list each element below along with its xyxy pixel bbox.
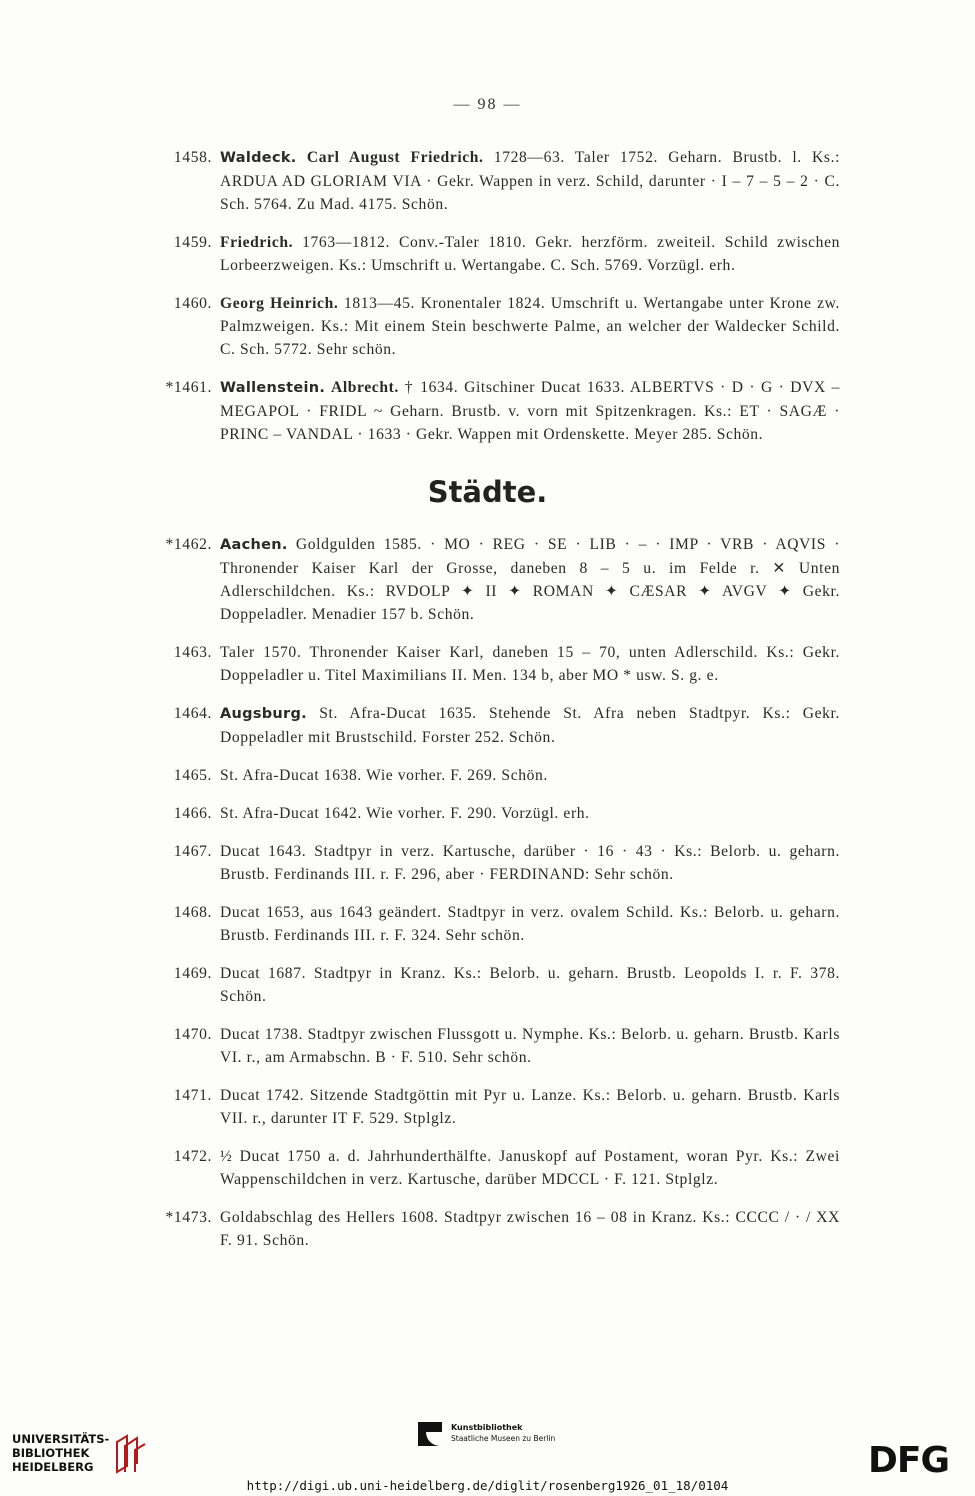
- catalog-entry: [150, 376, 840, 446]
- catalog-entry: [150, 533, 840, 626]
- entry-description: ½ Ducat 1750 a. d. Jahrhunderthälfte. Januskopf auf Postament, woran Pyr. Ks.: Zwei Wappenschildchen in verz. Kartusche, darüber MDCCL · F. 121. Stplglz.: [220, 1148, 840, 1188]
- kunstbibliothek-text: [451, 1422, 555, 1446]
- entry-subname: Friedrich.: [220, 234, 294, 251]
- entry-number: 1468.: [173, 904, 212, 921]
- entry-number: 1467.: [173, 843, 212, 860]
- catalog-entry: [150, 231, 840, 277]
- entry-description: 1763—1812. Conv.-Taler 1810. Gekr. herzförm. zweiteil. Schild zwischen Lorbeerzweigen. Ks.: Umschrift u. Wertangabe. C. Sch. 5769. Vorzügl. erh.: [220, 234, 841, 274]
- entry-description: 1728—63. Taler 1752. Geharn. Brustb. l. Ks.: ARDUA AD GLORIAM VIA · Gekr. Wappen in verz. Schild, darunter · I – 7 – 5 – 2 · C. Sch. 5764. Zu Mad. 4175. Schön.: [220, 149, 841, 213]
- entry-text: [220, 1023, 840, 1069]
- catalog-entry: [150, 802, 840, 825]
- catalog-entry: [150, 1206, 840, 1252]
- entry-number: 1469.: [173, 965, 212, 982]
- catalog-entry: [150, 641, 840, 687]
- entries-top: [150, 146, 840, 461]
- catalog-entry: [150, 1145, 840, 1191]
- entry-text: [220, 641, 840, 687]
- entry-text: [220, 1084, 840, 1130]
- kb-line-2: Staatliche Museen zu Berlin: [451, 1434, 556, 1443]
- catalog-entry: [150, 901, 840, 947]
- entry-text: [220, 840, 840, 886]
- entry-number: 1458.: [173, 149, 212, 166]
- catalog-entry: [150, 962, 840, 1008]
- entry-text: [220, 962, 840, 1008]
- section-heading: Städte.: [427, 475, 548, 509]
- entry-description: St. Afra-Ducat 1638. Wie vorher. F. 269. Schön.: [220, 767, 548, 784]
- entry-text: [220, 702, 840, 749]
- entry-number: *1462.: [165, 536, 212, 553]
- university-library-logo: [12, 1432, 147, 1474]
- university-library-text: [12, 1432, 109, 1474]
- dfg-logo: DFG: [868, 1440, 950, 1481]
- entry-description: 1813—45. Kronentaler 1824. Umschrift u. Wertangabe unter Krone zw. Palmzweigen. Ks.: Mit einem Stein beschwerte Palme, an welcher der Waldecker Schild. C. Sch. 5772. Sehr schön.: [220, 295, 841, 358]
- entry-number: 1465.: [173, 767, 212, 784]
- kunstbibliothek-icon: [418, 1422, 442, 1446]
- entry-subname: Carl August Friedrich.: [306, 149, 484, 166]
- catalog-entry: [150, 1023, 840, 1069]
- entry-number: 1460.: [173, 295, 212, 312]
- footer: [0, 1412, 975, 1496]
- catalog-entry: [150, 764, 840, 787]
- uni-line-1: UNIVERSITÄTS-: [12, 1432, 110, 1446]
- entry-description: St. Afra-Ducat 1642. Wie vorher. F. 290. Vorzügl. erh.: [220, 805, 590, 822]
- uni-line-2: BIBLIOTHEK: [12, 1446, 90, 1460]
- uni-logo-icon: [115, 1432, 147, 1474]
- entry-subname: Georg Heinrich.: [220, 295, 339, 312]
- entry-text: [220, 901, 840, 947]
- kb-line-1: Kunstbibliothek: [451, 1423, 523, 1432]
- uni-line-3: HEIDELBERG: [12, 1460, 94, 1474]
- entry-subname: Albrecht.: [330, 379, 399, 396]
- entry-text: [220, 231, 840, 277]
- entry-description: Goldabschlag des Hellers 1608. Stadtpyr zwischen 16 – 08 in Kranz. Ks.: CCCC / · / XX F. 91. Schön.: [220, 1209, 840, 1249]
- entry-number: *1461.: [165, 379, 212, 396]
- entry-number: 1464.: [173, 705, 212, 722]
- entry-text: [220, 1206, 840, 1252]
- catalog-entry: [150, 840, 840, 886]
- entry-text: [220, 292, 840, 361]
- entry-description: Ducat 1738. Stadtpyr zwischen Flussgott u. Nymphe. Ks.: Belorb. u. geharn. Brustb. Karls VI. r., am Armabschn. B · F. 510. Sehr schön.: [220, 1026, 840, 1066]
- entry-name: Waldeck.: [220, 150, 297, 166]
- source-url[interactable]: http://digi.ub.uni-heidelberg.de/diglit/rosenberg1926_01_18/0104: [246, 1478, 729, 1493]
- entry-text: [220, 146, 840, 216]
- catalog-entry: [150, 1084, 840, 1130]
- entry-number: 1472.: [173, 1148, 212, 1165]
- entry-text: [220, 764, 840, 787]
- entry-text: [220, 533, 840, 626]
- entry-number: 1463.: [173, 644, 212, 661]
- entry-description: St. Afra-Ducat 1635. Stehende St. Afra neben Stadtpyr. Ks.: Gekr. Doppeladler mit Brustschild. Forster 252. Schön.: [220, 705, 840, 746]
- entry-number: *1473.: [165, 1209, 212, 1226]
- page-number: — 98 —: [453, 96, 522, 113]
- kunstbibliothek-logo: [418, 1422, 555, 1446]
- entry-description: Taler 1570. Thronender Kaiser Karl, daneben 15 – 70, unten Adlerschild. Ks.: Gekr. Doppeladler u. Titel Maximilians II. Men. 134 b, aber MO * usw. S. g. e.: [220, 644, 840, 684]
- entry-description: Ducat 1653, aus 1643 geändert. Stadtpyr in verz. ovalem Schild. Ks.: Belorb. u. geharn. Brustb. Ferdinands III. r. F. 324. Sehr schön.: [220, 904, 840, 944]
- catalog-entry: [150, 146, 840, 216]
- entry-description: † 1634. Gitschiner Ducat 1633. ALBERTVS · D · G · DVX – MEGAPOL · FRIDL ~ Geharn. Brustb. v. vorn mit Spitzenkragen. Ks.: ET · SAGÆ · PRINC – VANDAL · 1633 · Gekr. Wappen mit Ordenskette. Meyer 285. Schön.: [220, 379, 841, 443]
- entry-name: Wallenstein.: [220, 380, 326, 396]
- entry-description: Ducat 1687. Stadtpyr in Kranz. Ks.: Belorb. u. geharn. Brustb. Leopolds I. r. F. 378. Schön.: [220, 965, 840, 1005]
- catalog-entry: [150, 292, 840, 361]
- entry-text: [220, 376, 840, 446]
- entry-number: 1466.: [173, 805, 212, 822]
- entry-name: Aachen.: [220, 537, 288, 553]
- catalog-entry: [150, 702, 840, 749]
- entry-name: Augsburg.: [220, 706, 307, 722]
- entry-description: Goldgulden 1585. · MO · REG · SE · LIB · – · IMP · VRB · AQVIS · Thronender Kaiser Karl der Grosse, daneben 8 – 5 u. im Felde r. ✕ Unten Adlerschildchen. Ks.: RVDOLP ✦ II ✦ ROMAN ✦ CÆSAR ✦ AVGV ✦ Gekr. Doppeladler. Menadier 157 b. Schön.: [220, 536, 841, 623]
- entry-text: [220, 802, 840, 825]
- entry-number: 1470.: [173, 1026, 212, 1043]
- entry-text: [220, 1145, 840, 1191]
- entry-number: 1471.: [173, 1087, 212, 1104]
- entry-description: Ducat 1643. Stadtpyr in verz. Kartusche, darüber · 16 · 43 · Ks.: Belorb. u. geharn. Brustb. Ferdinands III. r. F. 296, aber · FERDINAND: Sehr schön.: [220, 843, 840, 883]
- entries-bottom: [150, 533, 840, 1267]
- entry-number: 1459.: [173, 234, 212, 251]
- entry-description: Ducat 1742. Sitzende Stadtgöttin mit Pyr u. Lanze. Ks.: Belorb. u. geharn. Brustb. Karls VII. r., darunter IT F. 529. Stplglz.: [220, 1087, 840, 1127]
